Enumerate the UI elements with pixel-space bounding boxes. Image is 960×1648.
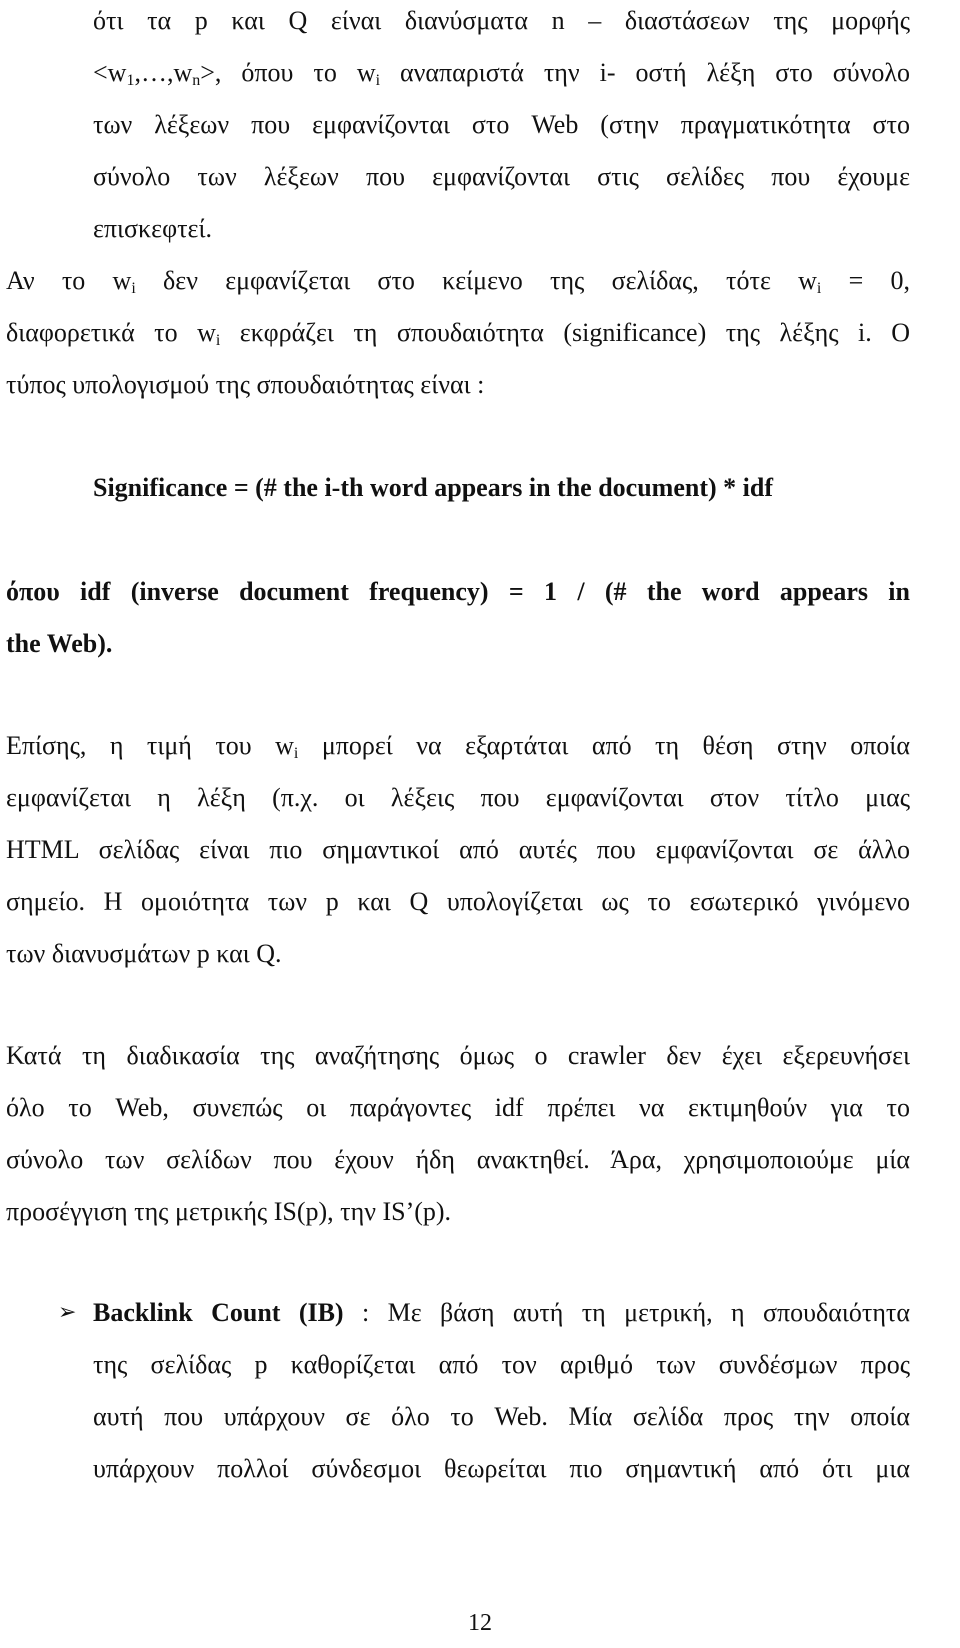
text-line: διαφορετικά το $w_i$ εκφράζει τη σπουδαιότητα (significance) της λέξης i. Ο: [6, 318, 910, 349]
text-line: Αν το $w_i$ δεν εμφανίζεται στο κείμενο της σελίδας, τότε $w_i = 0$,: [6, 266, 910, 297]
text-line: the Web).: [6, 629, 113, 658]
text-line: επισκεφτεί.: [93, 214, 212, 243]
text-line: Backlink Count (IB) : Με βάση αυτή τη μετρική, η σπουδαιότητα: [93, 1298, 910, 1327]
text-line: HTML σελίδας είναι πιο σημαντικοί από αυτές που εμφανίζονται σε άλλο: [6, 835, 910, 864]
text-line: αυτή που υπάρχουν σε όλο το Web. Μία σελίδα προς την οποία: [93, 1402, 910, 1431]
arrow-bullet-icon: ➢: [58, 1300, 77, 1325]
text-line: σύνολο των λέξεων που εμφανίζονται στις σελίδες που έχουμε: [93, 162, 910, 191]
bullet-title: Backlink Count (IB): [93, 1298, 344, 1327]
text-line: των λέξεων που εμφανίζονται στο Web (στην πραγματικότητα στο: [93, 110, 910, 139]
text-line: Επίσης, η τιμή του $w_i$ μπορεί να εξαρτάται από τη θέση στην οποία: [6, 731, 910, 762]
text-line: τύπος υπολογισμού της σπουδαιότητας είναι :: [6, 370, 485, 399]
text-line: όλο το Web, συνεπώς οι παράγοντες idf πρέπει να εκτιμηθούν για το: [6, 1093, 910, 1122]
text-line: σημείο. Η ομοιότητα των p και Q υπολογίζεται ως το εσωτερικό γινόμενο: [6, 887, 910, 916]
text-line: σύνολο των σελίδων που έχουν ήδη ανακτηθεί. Άρα, χρησιμοποιούμε μία: [6, 1145, 910, 1174]
text-line: εμφανίζεται η λέξη (π.χ. οι λέξεις που εμφανίζονται στον τίτλο μιας: [6, 783, 910, 812]
formula-line: Significance = (# the i-th word appears in the document) * idf: [93, 473, 773, 502]
text-line: της σελίδας p καθορίζεται από τον αριθμό των συνδέσμων προς: [93, 1350, 910, 1379]
text-line: υπάρχουν πολλοί σύνδεσμοι θεωρείται πιο σημαντική από ότι μια: [93, 1454, 910, 1483]
text-line: προσέγγιση της μετρικής IS(p), την IS’(p).: [6, 1197, 452, 1226]
text-line: των διανυσμάτων p και Q.: [6, 939, 282, 968]
text-line: Κατά τη διαδικασία της αναζήτησης όμως ο crawler δεν έχει εξερευνήσει: [6, 1041, 910, 1070]
text-line: όπου idf (inverse document frequency) = 1 / (# the word appears in: [6, 577, 910, 606]
text-line: ότι τα p και Q είναι διανύσματα n – διαστάσεων της μορφής: [93, 6, 910, 35]
text-line: $<w_1,\dots,w_n>$, όπου το $w_i$ αναπαριστά την i- οστή λέξη στο σύνολο: [93, 58, 910, 89]
page-number: 12: [468, 1610, 492, 1636]
